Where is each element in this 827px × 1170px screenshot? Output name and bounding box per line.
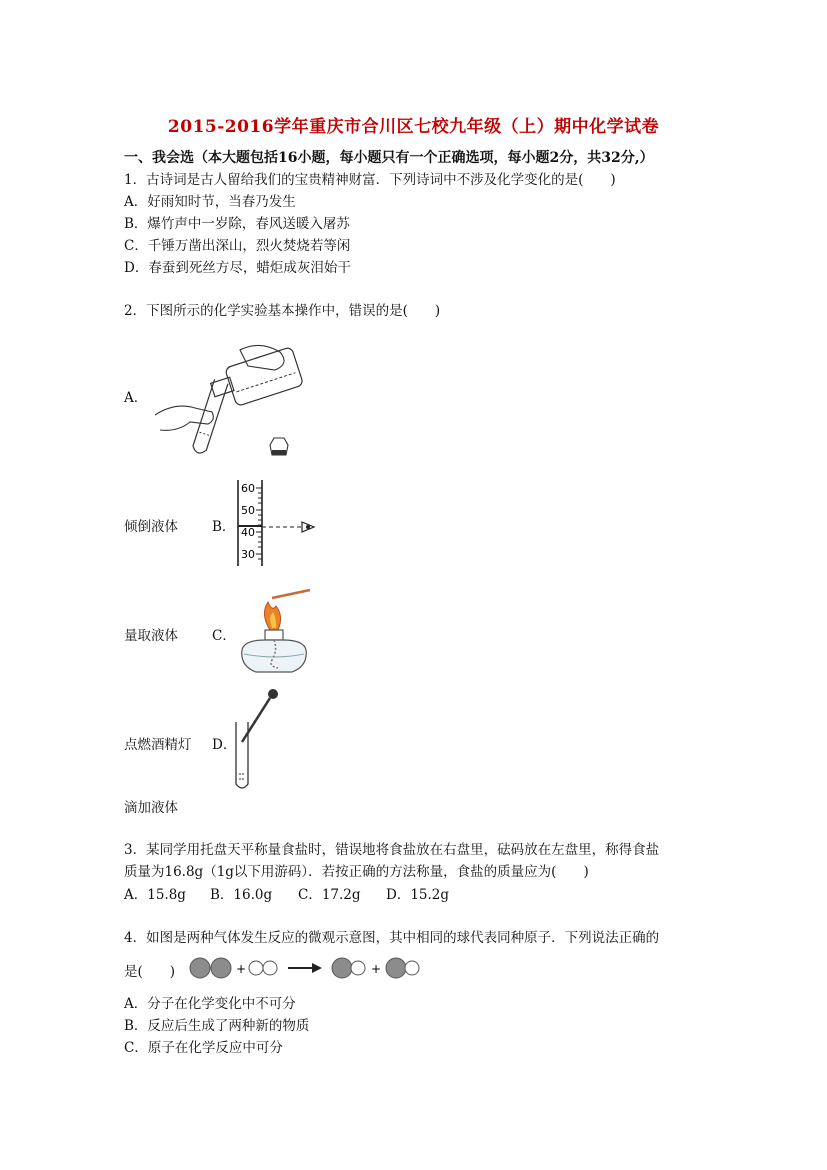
- graduated-cylinder-figure: [234, 480, 324, 568]
- eye-icon: [306, 525, 310, 529]
- alcohol-lamp-figure: [232, 588, 337, 678]
- section-heading: 一、我会选（本大题包括16小题，每小题只有一个正确选项，每小题2分，共32分,）: [124, 150, 654, 166]
- question-1-option-c: C．千锤万凿出深山，烈火焚烧若等闲: [124, 238, 351, 254]
- question-1-stem: 1．古诗词是古人留给我们的宝贵精神财富．下列诗词中不涉及化学变化的是( ): [124, 172, 616, 188]
- arrow-icon: [312, 963, 322, 973]
- cylinder-tick-30: 30: [241, 548, 255, 561]
- page-title: 2015-2016学年重庆市合川区七校九年级（上）期中化学试卷: [167, 117, 660, 137]
- question-4-stem-line2: 是( ): [124, 964, 176, 980]
- plus-sign-1: +: [236, 962, 247, 976]
- question-2-option-b-caption: 量取液体: [124, 628, 178, 644]
- molecule-reaction-diagram: [188, 955, 428, 983]
- pouring-liquid-figure: [150, 340, 310, 465]
- question-1-option-a: A．好雨知时节，当春乃发生: [124, 194, 296, 210]
- question-3-option-b: B．16.0g: [210, 887, 273, 903]
- question-2-option-b-label: B．: [212, 519, 236, 535]
- question-2-option-a-label: A．: [124, 390, 148, 406]
- cylinder-tick-40: 40: [241, 526, 255, 539]
- question-2-option-a-caption: 倾倒液体: [124, 519, 178, 535]
- dropper-figure: [230, 688, 290, 793]
- question-4-option-a: A．分子在化学变化中不可分: [124, 996, 296, 1012]
- question-4-option-c: C．原子在化学反应中可分: [124, 1040, 283, 1056]
- question-2-option-d-label: D．: [212, 737, 237, 753]
- question-1-option-b: B．爆竹声中一岁除，春风送暖入屠苏: [124, 216, 350, 232]
- question-1-option-d: D．春蚕到死丝方尽，蜡炬成灰泪始干: [124, 260, 351, 276]
- question-3-option-d: D．15.2g: [386, 887, 450, 903]
- question-2-option-d-caption: 滴加液体: [124, 800, 178, 816]
- plus-sign-2: +: [371, 962, 382, 976]
- question-4-stem-line1: 4．如图是两种气体发生反应的微观示意图，其中相同的球代表同种原子．下列说法正确的: [124, 930, 660, 946]
- question-2-stem: 2．下图所示的化学实验基本操作中，错误的是( ): [124, 303, 441, 319]
- cylinder-tick-60: 60: [241, 482, 255, 495]
- question-2-option-c-caption: 点燃酒精灯: [124, 737, 192, 753]
- question-2-option-c-label: C．: [212, 628, 236, 644]
- question-3-option-a: A．15.8g: [124, 887, 186, 903]
- question-3-stem-line2: 质量为16.8g（1g以下用游码）．若按正确的方法称量，食盐的质量应为( ): [124, 864, 589, 880]
- question-4-option-b: B．反应后生成了两种新的物质: [124, 1018, 310, 1034]
- cylinder-tick-50: 50: [241, 504, 255, 517]
- question-3-option-c: C．17.2g: [298, 887, 361, 903]
- question-3-stem-line1: 3．某同学用托盘天平称量食盐时，错误地将食盐放在右盘里，砝码放在左盘里，称得食盐: [124, 842, 660, 858]
